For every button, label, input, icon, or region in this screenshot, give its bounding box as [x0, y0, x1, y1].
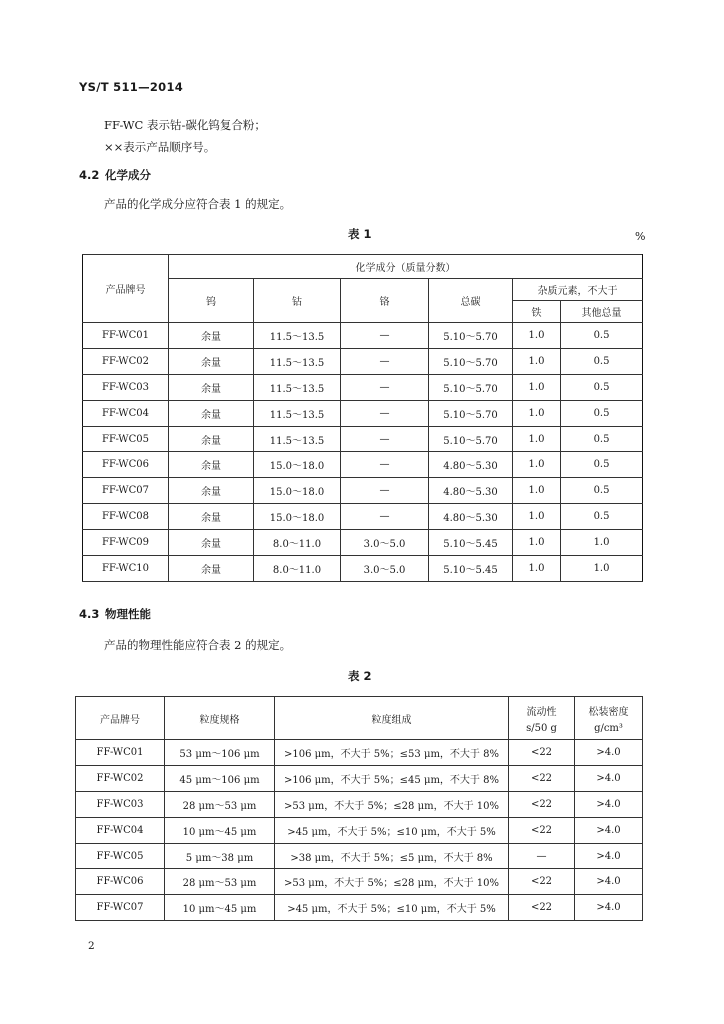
cell-grade: FF-WC04 [83, 400, 169, 426]
cell-size-composition: >106 μm，不大于 5%；≤45 μm，不大于 8% [275, 765, 509, 791]
cell-cobalt: 11.5～13.5 [254, 348, 341, 374]
cell-iron: 1.0 [513, 504, 561, 530]
cell-chromium: — [341, 452, 429, 478]
cell-total-carbon: 5.10～5.45 [429, 530, 513, 556]
cell-size-composition: >106 μm，不大于 5%；≤53 μm，不大于 8% [275, 740, 509, 766]
table-row [83, 348, 643, 374]
flowability-label: 流动性 [526, 706, 557, 718]
cell-iron: 1.0 [513, 348, 561, 374]
cell-cobalt: 11.5～13.5 [254, 400, 341, 426]
table-row [83, 374, 643, 400]
cell-iron: 1.0 [513, 426, 561, 452]
cell-tungsten: 余量 [169, 374, 254, 400]
table-2-caption: 表 2 [348, 669, 372, 683]
cell-tungsten: 余量 [169, 504, 254, 530]
table-row [76, 895, 643, 921]
cell-total-carbon: 4.80～5.30 [429, 452, 513, 478]
cell-tungsten: 余量 [169, 452, 254, 478]
header-tungsten: 钨 [169, 279, 254, 323]
cell-other-total: 0.5 [561, 452, 643, 478]
cell-total-carbon: 4.80～5.30 [429, 478, 513, 504]
cell-grade: FF-WC07 [83, 478, 169, 504]
cell-other-total: 0.5 [561, 478, 643, 504]
header-total-carbon: 总碳 [429, 279, 513, 323]
cell-iron: 1.0 [513, 400, 561, 426]
table-row [76, 740, 643, 766]
cell-flowability: <22 [509, 791, 575, 817]
standard-code-header: YS/T 511—2014 [79, 80, 184, 94]
cell-iron: 1.0 [513, 478, 561, 504]
header-size-composition: 粒度组成 [275, 697, 509, 740]
cell-flowability: <22 [509, 895, 575, 921]
cell-iron: 1.0 [513, 323, 561, 349]
cell-grade: FF-WC03 [76, 791, 165, 817]
table-row [83, 452, 643, 478]
cell-total-carbon: 5.10～5.45 [429, 556, 513, 582]
cell-apparent-density: >4.0 [575, 869, 643, 895]
intro-line-2: ××表示产品顺序号。 [104, 140, 216, 154]
cell-chromium: — [341, 504, 429, 530]
cell-grade: FF-WC10 [83, 556, 169, 582]
cell-tungsten: 余量 [169, 530, 254, 556]
table-1-unit: % [635, 230, 646, 243]
cell-chromium: — [341, 374, 429, 400]
page-number: 2 [88, 940, 95, 952]
cell-size-composition: >38 μm，不大于 5%；≤5 μm，不大于 8% [275, 843, 509, 869]
cell-total-carbon: 5.10～5.70 [429, 323, 513, 349]
section-title: 物理性能 [105, 607, 151, 621]
header-iron: 铁 [513, 301, 561, 323]
cell-cobalt: 8.0～11.0 [254, 556, 341, 582]
table-1-chemical-composition [82, 254, 643, 582]
table-row [76, 869, 643, 895]
cell-apparent-density: >4.0 [575, 843, 643, 869]
cell-size-composition: >45 μm，不大于 5%；≤10 μm，不大于 5% [275, 817, 509, 843]
cell-other-total: 0.5 [561, 400, 643, 426]
cell-total-carbon: 5.10～5.70 [429, 400, 513, 426]
header-cobalt: 钴 [254, 279, 341, 323]
header-chromium: 铬 [341, 279, 429, 323]
section-number: 4.2 [79, 168, 100, 182]
cell-apparent-density: >4.0 [575, 895, 643, 921]
cell-size-spec: 28 μm～53 μm [165, 791, 275, 817]
cell-chromium: — [341, 426, 429, 452]
cell-grade: FF-WC01 [76, 740, 165, 766]
section-title: 化学成分 [105, 168, 151, 182]
cell-grade: FF-WC06 [76, 869, 165, 895]
header-size-spec: 粒度规格 [165, 697, 275, 740]
table-row [76, 817, 643, 843]
table-row [83, 556, 643, 582]
table-1-caption: 表 1 [348, 227, 372, 241]
cell-size-spec: 5 μm～38 μm [165, 843, 275, 869]
header-flowability [509, 697, 575, 740]
cell-cobalt: 15.0～18.0 [254, 478, 341, 504]
cell-flowability: — [509, 843, 575, 869]
table-row [76, 791, 643, 817]
density-unit: g/cm³ [594, 722, 623, 734]
cell-size-composition: >53 μm，不大于 5%；≤28 μm，不大于 10% [275, 791, 509, 817]
header-other-total: 其他总量 [561, 301, 643, 323]
table-row [83, 426, 643, 452]
cell-cobalt: 15.0～18.0 [254, 452, 341, 478]
cell-cobalt: 11.5～13.5 [254, 323, 341, 349]
header-impurity: 杂质元素，不大于 [513, 279, 643, 301]
cell-size-spec: 10 μm～45 μm [165, 817, 275, 843]
table-row [83, 323, 643, 349]
cell-other-total: 1.0 [561, 530, 643, 556]
cell-grade: FF-WC09 [83, 530, 169, 556]
cell-other-total: 0.5 [561, 374, 643, 400]
cell-other-total: 0.5 [561, 504, 643, 530]
cell-apparent-density: >4.0 [575, 765, 643, 791]
table-2-physical-properties [75, 696, 643, 921]
cell-chromium: — [341, 323, 429, 349]
cell-cobalt: 11.5～13.5 [254, 374, 341, 400]
cell-grade: FF-WC05 [76, 843, 165, 869]
cell-size-spec: 28 μm～53 μm [165, 869, 275, 895]
cell-iron: 1.0 [513, 556, 561, 582]
cell-flowability: <22 [509, 817, 575, 843]
cell-iron: 1.0 [513, 530, 561, 556]
cell-tungsten: 余量 [169, 323, 254, 349]
cell-grade: FF-WC02 [83, 348, 169, 374]
cell-total-carbon: 5.10～5.70 [429, 348, 513, 374]
cell-tungsten: 余量 [169, 426, 254, 452]
cell-apparent-density: >4.0 [575, 740, 643, 766]
cell-chromium: — [341, 478, 429, 504]
cell-flowability: <22 [509, 740, 575, 766]
section-4-3-heading [79, 606, 151, 622]
cell-size-spec: 45 μm～106 μm [165, 765, 275, 791]
section-4-2-text: 产品的化学成分应符合表 1 的规定。 [104, 197, 292, 211]
cell-chromium: 3.0～5.0 [341, 530, 429, 556]
flowability-unit: s/50 g [526, 722, 557, 734]
header-composition: 化学成分（质量分数） [169, 255, 643, 279]
cell-grade: FF-WC05 [83, 426, 169, 452]
section-number: 4.3 [79, 607, 100, 621]
section-4-2-heading [79, 167, 151, 183]
cell-grade: FF-WC02 [76, 765, 165, 791]
cell-grade: FF-WC07 [76, 895, 165, 921]
cell-tungsten: 余量 [169, 348, 254, 374]
cell-total-carbon: 4.80～5.30 [429, 504, 513, 530]
cell-chromium: 3.0～5.0 [341, 556, 429, 582]
cell-chromium: — [341, 348, 429, 374]
header-grade: 产品牌号 [83, 255, 169, 323]
cell-grade: FF-WC08 [83, 504, 169, 530]
table-row [83, 504, 643, 530]
density-label: 松装密度 [588, 706, 629, 718]
cell-total-carbon: 5.10～5.70 [429, 426, 513, 452]
cell-tungsten: 余量 [169, 556, 254, 582]
cell-grade: FF-WC01 [83, 323, 169, 349]
table-row [76, 765, 643, 791]
cell-other-total: 1.0 [561, 556, 643, 582]
cell-iron: 1.0 [513, 452, 561, 478]
cell-cobalt: 11.5～13.5 [254, 426, 341, 452]
header-apparent-density [575, 697, 643, 740]
cell-other-total: 0.5 [561, 348, 643, 374]
cell-tungsten: 余量 [169, 400, 254, 426]
cell-apparent-density: >4.0 [575, 817, 643, 843]
cell-size-spec: 10 μm～45 μm [165, 895, 275, 921]
table-row [83, 400, 643, 426]
cell-other-total: 0.5 [561, 426, 643, 452]
table-row [83, 478, 643, 504]
cell-chromium: — [341, 400, 429, 426]
cell-apparent-density: >4.0 [575, 791, 643, 817]
header-grade: 产品牌号 [76, 697, 165, 740]
table-row [76, 843, 643, 869]
intro-line-1: FF-WC 表示钴-碳化钨复合粉； [104, 118, 266, 132]
table-row [83, 530, 643, 556]
cell-size-spec: 53 μm～106 μm [165, 740, 275, 766]
cell-tungsten: 余量 [169, 478, 254, 504]
cell-iron: 1.0 [513, 374, 561, 400]
cell-cobalt: 8.0～11.0 [254, 530, 341, 556]
cell-total-carbon: 5.10～5.70 [429, 374, 513, 400]
cell-flowability: <22 [509, 869, 575, 895]
cell-grade: FF-WC04 [76, 817, 165, 843]
cell-size-composition: >45 μm，不大于 5%；≤10 μm，不大于 5% [275, 895, 509, 921]
cell-size-composition: >53 μm，不大于 5%；≤28 μm，不大于 10% [275, 869, 509, 895]
cell-cobalt: 15.0～18.0 [254, 504, 341, 530]
cell-other-total: 0.5 [561, 323, 643, 349]
section-4-3-text: 产品的物理性能应符合表 2 的规定。 [104, 638, 292, 652]
cell-flowability: <22 [509, 765, 575, 791]
cell-grade: FF-WC03 [83, 374, 169, 400]
cell-grade: FF-WC06 [83, 452, 169, 478]
